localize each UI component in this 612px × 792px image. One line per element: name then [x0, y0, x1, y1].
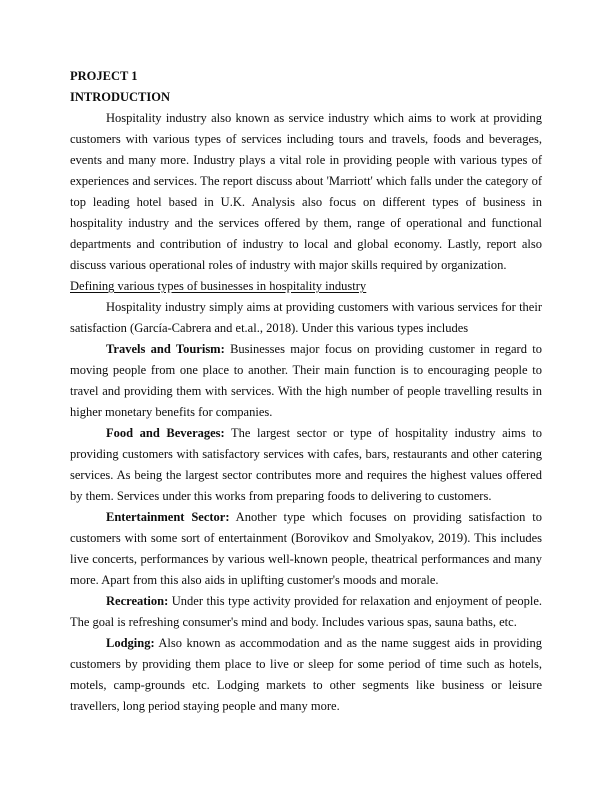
business-type-paragraph — [70, 339, 542, 423]
business-type-text: Under this type activity provided for relaxation and enjoyment of people. The goal is refreshing consumer's mind and body. Includes various spas, sauna baths, etc. — [70, 594, 542, 629]
intro-paragraph: Hospitality industry also known as service industry which aims to work at providing customers with various types of services including tours and travels, foods and beverages, events and many more. Industry plays a vital role in providing people with various types of experiences and services. The report discuss about 'Marriott' which falls under the category of top leading hotel based in U.K. Analysis also focus on different types of business in hospitality industry and the services offered by them, range of operational and functional departments and contribution of industry to local and global economy. Lastly, report also discuss various operational roles of industry with major skills required by organization. — [70, 111, 542, 272]
page-subtitle: INTRODUCTION — [70, 90, 171, 104]
business-type-label: Travels and Tourism: — [106, 342, 225, 356]
business-type-text: Businesses major focus on providing customer in regard to moving people from one place to another. Their main function is to encouraging people to travel and providing them with services. With the high number of people travelling results in higher monetary benefits for companies. — [70, 342, 542, 419]
business-type-paragraph — [70, 507, 542, 591]
business-type-label: Entertainment Sector: — [106, 510, 230, 524]
business-type-text: Another type which focuses on providing satisfaction to customers with some sort of entertainment (Borovikov and Smolyakov, 2019). This includes live concerts, performances by various well-known people, theatrical performances and many more. Apart from this also aids in uplifting customer's moods and morale. — [70, 510, 542, 587]
section-intro-paragraph: Hospitality industry simply aims at providing customers with various services for their satisfaction (García-Cabrera and et.al., 2018). Under this various types includes — [70, 300, 542, 335]
page-title: PROJECT 1 — [70, 69, 138, 83]
business-type-paragraph — [70, 591, 542, 633]
business-type-text: Also known as accommodation and as the name suggest aids in providing customers by providing them place to live or sleep for some period of time such as hotels, motels, camp-grounds etc. Lodging markets to other segments like business or leisure travellers, long period staying people and many more. — [70, 636, 542, 713]
business-type-text: The largest sector or type of hospitality industry aims to providing customers with satisfactory services with cafes, bars, restaurants and other catering services. As being the largest sector contributes more and requires the highest values offered by them. Services under this works from preparing foods to delivering to customers. — [70, 426, 542, 503]
business-type-label: Lodging: — [106, 636, 155, 650]
business-type-label: Recreation: — [106, 594, 169, 608]
section-heading — [70, 276, 542, 297]
business-type-paragraph — [70, 633, 542, 717]
document-body — [70, 66, 542, 717]
business-type-paragraph — [70, 423, 542, 507]
business-type-label: Food and Beverages: — [106, 426, 225, 440]
section-heading-text: Defining various types of businesses in hospitality industry — [70, 279, 367, 293]
